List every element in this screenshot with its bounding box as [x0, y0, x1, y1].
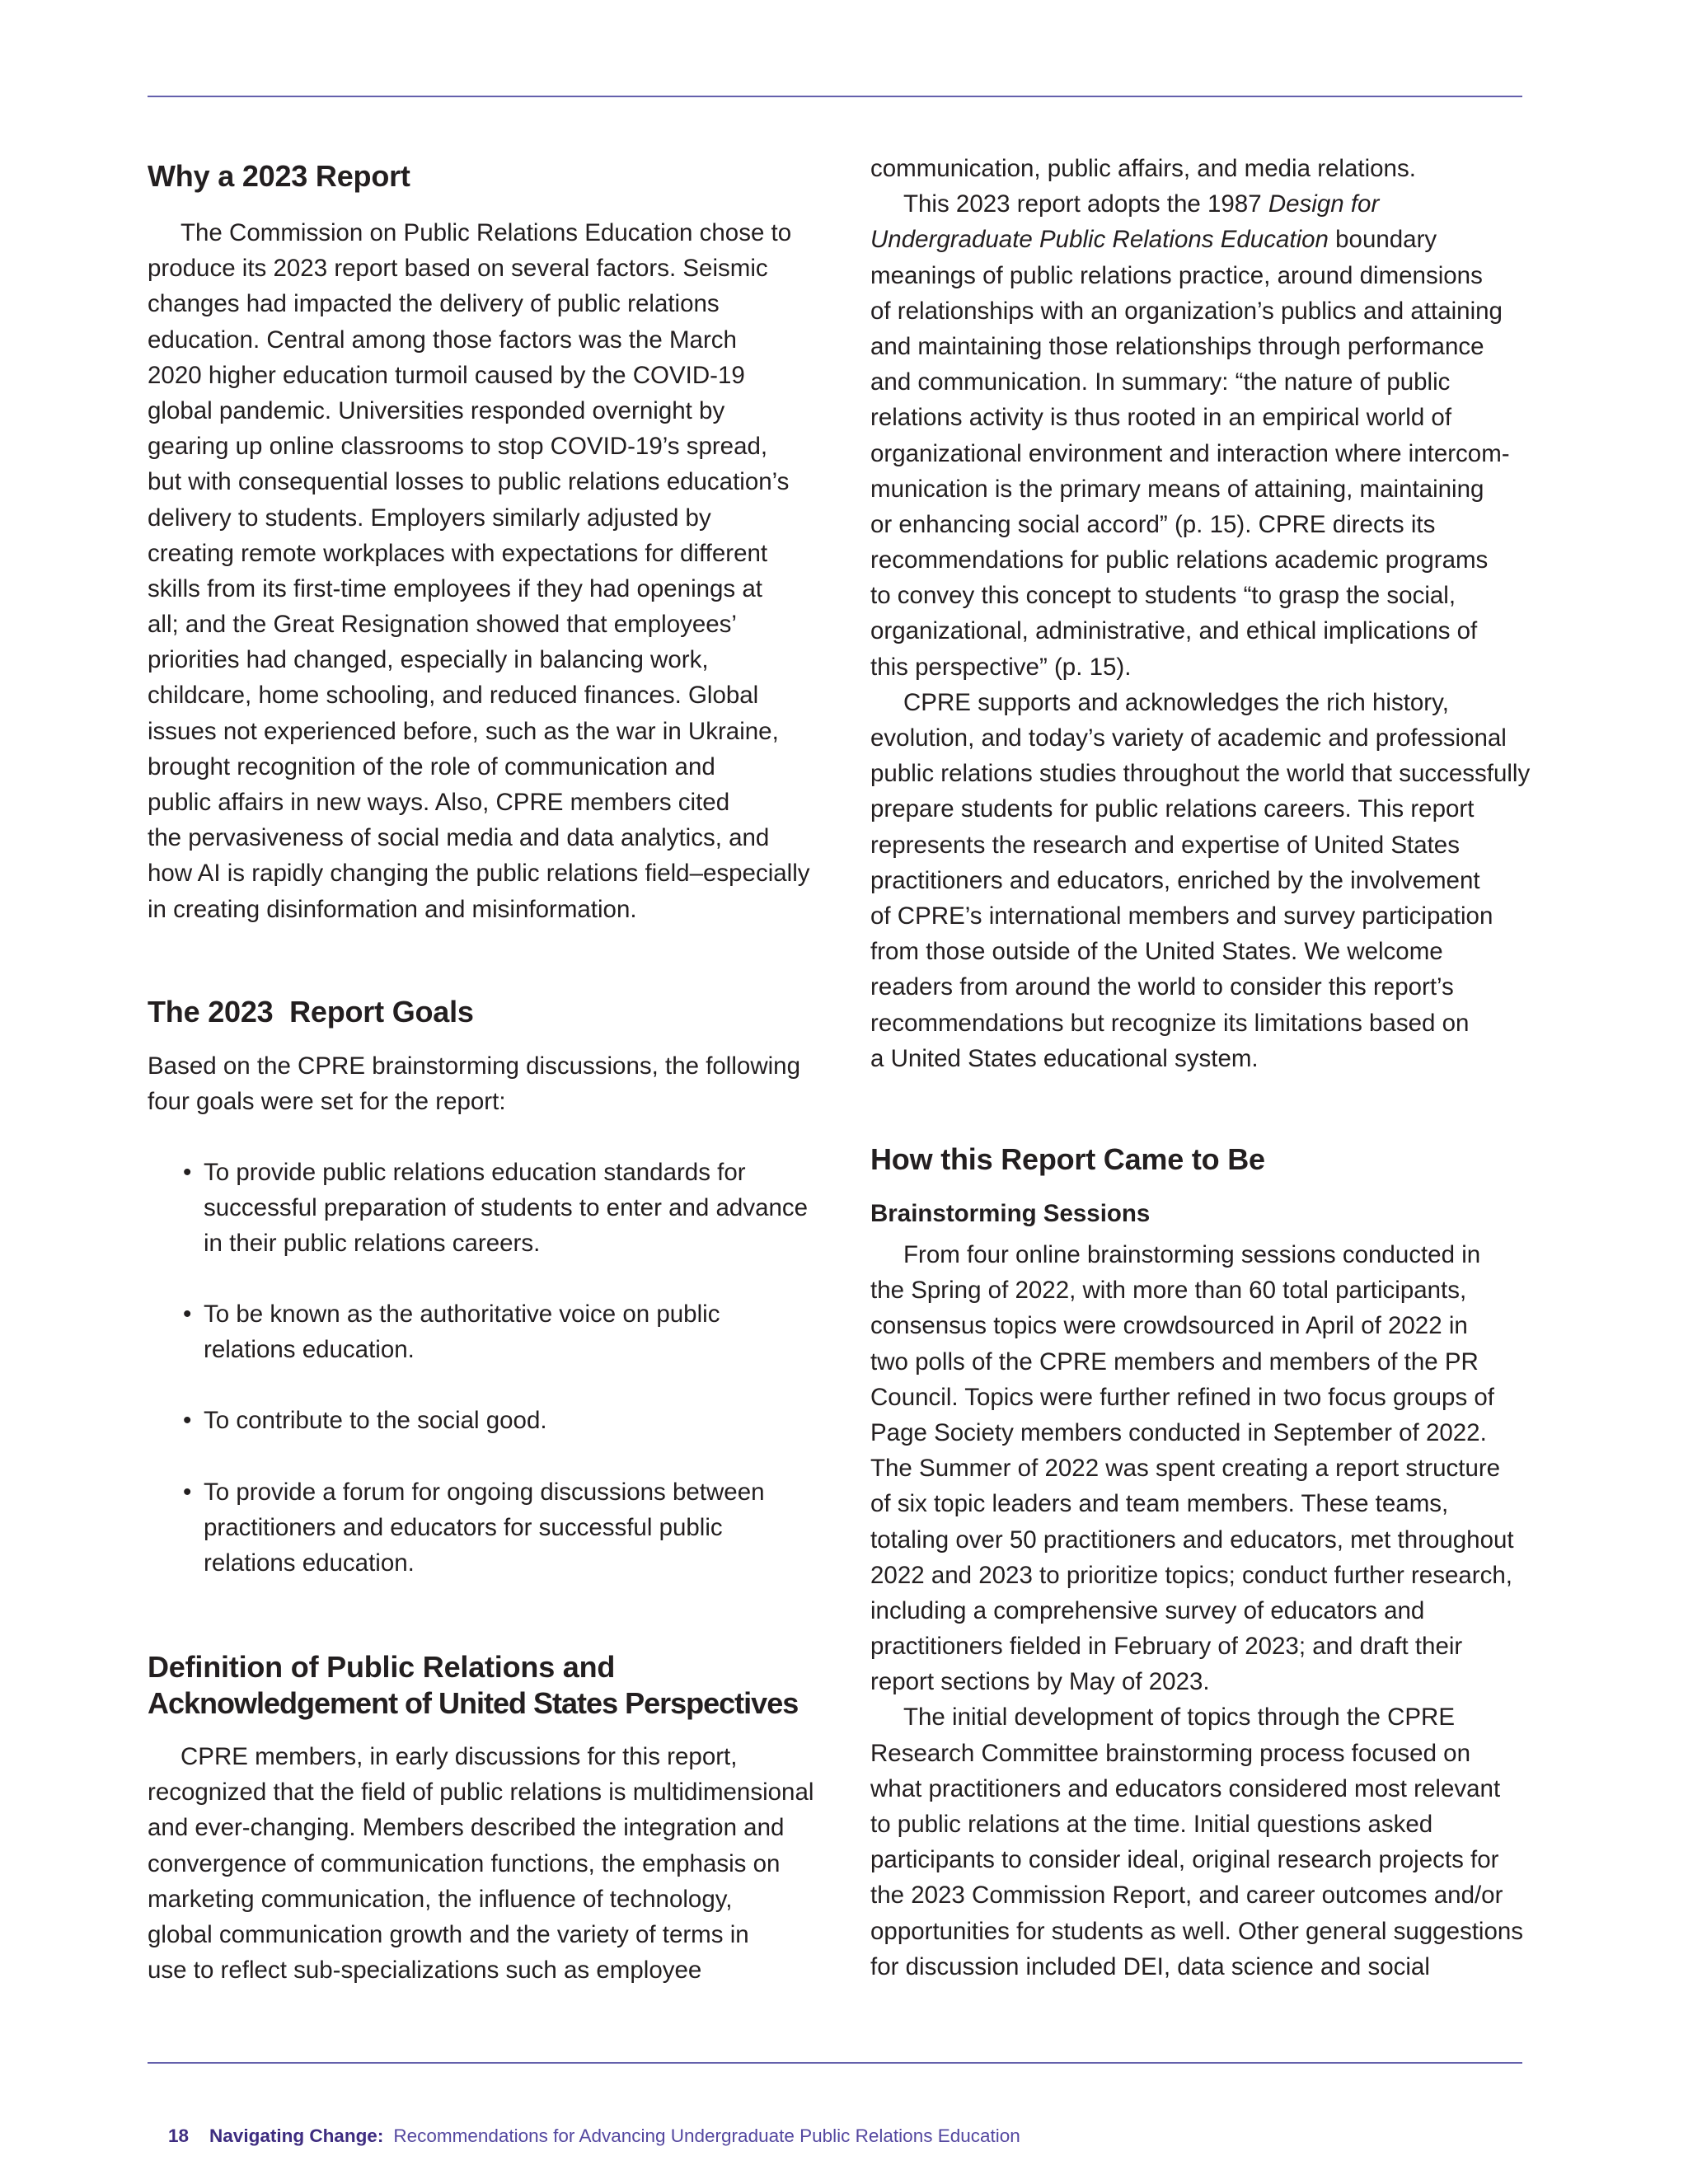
section-heading-how-report-came-to-be: How this Report Came to Be: [870, 1142, 1265, 1176]
page-footer: [148, 2097, 1020, 2176]
goal-text: [204, 1403, 814, 1438]
text-line: convergence of communication functions, the emphasis on: [148, 1849, 781, 1877]
text-line: To contribute to the social good.: [204, 1407, 547, 1434]
paragraph-cpre-support: [870, 685, 1563, 1076]
text-line: communication, public affairs, and media relations.: [870, 155, 1416, 182]
publication-subtitle: Recommendations for Advancing Undergraduate Public Relations Education: [393, 2125, 1020, 2146]
text-line: The Commission on Public Relations Education chose to: [181, 219, 792, 246]
text-line: global communication growth and the variety of terms in: [148, 1920, 749, 1948]
text-line: To provide public relations education standards for: [204, 1159, 746, 1186]
text-line: four goals were set for the report:: [148, 1088, 506, 1116]
text-line: Based on the CPRE brainstorming discussions, the following: [148, 1052, 800, 1080]
text-line: a United States educational system.: [870, 1044, 1259, 1072]
text-line: delivery to students. Employers similarly adjusted by: [148, 504, 711, 532]
text-line: gearing up online classrooms to stop COVID-19’s spread,: [148, 433, 768, 461]
text-line: 2020 higher education turmoil caused by the COVID-19: [148, 361, 745, 389]
text-line: from those outside of the United States. We welcome: [870, 938, 1443, 966]
text-line: organizational, administrative, and ethical implications of: [870, 617, 1478, 645]
text-line: or enhancing social accord” (p. 15). CPRE directs its: [870, 510, 1436, 538]
bullet-icon: •: [183, 1479, 192, 1506]
text-line: practitioners and educators for successful public: [204, 1514, 723, 1542]
text-line: the Spring of 2022, with more than 60 total participants,: [870, 1277, 1467, 1305]
bullet-icon: •: [183, 1159, 192, 1186]
text-line: CPRE members, in early discussions for this report,: [181, 1743, 738, 1770]
text-line: and ever-changing. Members described the integration and: [148, 1814, 785, 1842]
text-line: including a comprehensive survey of educators and: [870, 1596, 1425, 1624]
text-line: relations education.: [204, 1336, 415, 1364]
footer-rule: [148, 2062, 1522, 2064]
text-line: munication is the primary means of attaining, maintaining: [870, 475, 1484, 503]
text-line: [870, 222, 1563, 257]
text-line: The initial development of topics through the CPRE: [903, 1704, 1456, 1732]
text-line: To be known as the authoritative voice on public: [204, 1301, 720, 1328]
text-line: priorities had changed, especially in balancing work,: [148, 646, 709, 674]
text-line: Page Society members conducted in September of 2022.: [870, 1418, 1487, 1446]
text-line: prepare students for public relations careers. This report: [870, 795, 1475, 823]
paragraph-goals-intro: [148, 1048, 823, 1119]
paragraph-design-definition: [870, 186, 1563, 685]
text-run: boundary: [1328, 226, 1437, 254]
text-line: use to reflect sub-specializations such as employee: [148, 1957, 702, 1985]
text-line: relations education.: [204, 1549, 415, 1577]
goal-text: [204, 1155, 814, 1262]
text-line: organizational environment and interaction where intercom-: [870, 439, 1510, 467]
italic-title: Design for: [1268, 190, 1380, 218]
text-line: 2022 and 2023 to prioritize topics; conduct further research,: [870, 1561, 1512, 1589]
goal-text: [204, 1474, 814, 1582]
paragraph-definition: [148, 1739, 823, 1988]
text-line: recommendations for public relations academic programs: [870, 546, 1489, 574]
text-line: childcare, home schooling, and reduced finances. Global: [148, 682, 759, 710]
italic-title: Undergraduate Public Relations Education: [870, 226, 1329, 254]
text-line: how AI is rapidly changing the public relations field–especially: [148, 860, 810, 888]
text-line: meanings of public relations practice, around dimensions: [870, 261, 1483, 289]
text-line: of six topic leaders and team members. These teams,: [870, 1490, 1449, 1518]
text-line: successful preparation of students to enter and advance: [204, 1194, 809, 1222]
text-line: Acknowledgement of United States Perspectives: [148, 1685, 799, 1720]
text-line: issues not experienced before, such as the war in Ukraine,: [148, 717, 779, 745]
page-number: 18: [168, 2125, 190, 2146]
text-line: Council. Topics were further refined in two focus groups of: [870, 1383, 1495, 1411]
text-line: two polls of the CPRE members and members of the PR: [870, 1347, 1479, 1376]
text-line: Research Committee brainstorming process focused on: [870, 1739, 1470, 1767]
bullet-icon: •: [183, 1301, 192, 1328]
text-line: marketing communication, the influence of technology,: [148, 1885, 733, 1913]
right-column-upper: [870, 151, 1563, 1076]
text-line: [870, 186, 1563, 222]
text-line: brought recognition of the role of communication and: [148, 752, 715, 780]
bullet-icon: •: [183, 1407, 192, 1434]
text-run: This 2023 report adopts the 1987: [903, 190, 1268, 218]
section-heading-definition: [148, 1649, 823, 1721]
section-heading-report-goals: The 2023 Report Goals: [148, 995, 474, 1029]
text-line: skills from its first-time employees if they had openings at: [148, 574, 762, 602]
text-line: the pervasiveness of social media and data analytics, and: [148, 824, 770, 852]
right-column-lower: [870, 1237, 1563, 1985]
text-line: and maintaining those relationships through performance: [870, 332, 1484, 360]
text-line: represents the research and expertise of United States: [870, 831, 1460, 859]
text-line: consensus topics were crowdsourced in April of 2022 in: [870, 1312, 1468, 1340]
text-line: report sections by May of 2023.: [870, 1668, 1210, 1696]
text-line: produce its 2023 report based on several factors. Seismic: [148, 255, 768, 283]
paragraph-continuation: [870, 151, 1563, 186]
text-line: The Summer of 2022 was spent creating a report structure: [870, 1455, 1501, 1483]
subheading-brainstorming-sessions: Brainstorming Sessions: [870, 1200, 1151, 1227]
text-line: in their public relations careers.: [204, 1230, 541, 1258]
text-line: all; and the Great Resignation showed that employees’: [148, 611, 737, 639]
text-line: practitioners fielded in February of 2023; and draft their: [870, 1633, 1463, 1661]
paragraph-why-2023-report: [148, 215, 823, 927]
text-line: opportunities for students as well. Other general suggestions: [870, 1917, 1524, 1945]
text-line: participants to consider ideal, original research projects for: [870, 1846, 1499, 1874]
top-rule: [148, 96, 1522, 97]
text-line: public relations studies throughout the world that successfully: [870, 760, 1531, 788]
text-line: the 2023 Commission Report, and career outcomes and/or: [870, 1882, 1503, 1910]
text-line: evolution, and today’s variety of academic and professional: [870, 724, 1507, 752]
text-line: recognized that the field of public relations is multidimensional: [148, 1779, 814, 1807]
text-line: To provide a forum for ongoing discussions between: [204, 1479, 765, 1506]
text-line: readers from around the world to consider this report’s: [870, 973, 1454, 1001]
text-line: CPRE supports and acknowledges the rich history,: [903, 688, 1449, 716]
text-line: of CPRE’s international members and survey participation: [870, 902, 1493, 930]
text-line: what practitioners and educators considered most relevant: [870, 1774, 1501, 1802]
section-heading-why-2023-report: Why a 2023 Report: [148, 159, 410, 193]
paragraph-initial-development: [870, 1699, 1563, 1985]
text-line: in creating disinformation and misinformation.: [148, 895, 637, 923]
publication-title: Navigating Change:: [209, 2125, 384, 2146]
text-line: changes had impacted the delivery of public relations: [148, 290, 720, 318]
text-line: education. Central among those factors was the March: [148, 326, 737, 354]
text-line: to convey this concept to students “to grasp the social,: [870, 582, 1456, 610]
text-line: public affairs in new ways. Also, CPRE members cited: [148, 789, 730, 816]
text-line: totaling over 50 practitioners and educators, met throughout: [870, 1526, 1514, 1554]
paragraph-brainstorming-sessions: [870, 1237, 1563, 1699]
text-line: for discussion included DEI, data science and social: [870, 1952, 1430, 1980]
text-line: creating remote workplaces with expectations for different: [148, 539, 768, 567]
text-line: this perspective” (p. 15).: [870, 653, 1132, 681]
text-line: of relationships with an organization’s publics and attaining: [870, 297, 1503, 325]
text-line: recommendations but recognize its limitations based on: [870, 1009, 1470, 1037]
text-line: and communication. In summary: “the nature of public: [870, 368, 1451, 396]
text-line: relations activity is thus rooted in an empirical world of: [870, 404, 1452, 432]
goal-text: [204, 1296, 814, 1367]
text-line: to public relations at the time. Initial questions asked: [870, 1811, 1433, 1838]
text-line: From four online brainstorming sessions conducted in: [903, 1241, 1481, 1268]
text-line: practitioners and educators, enriched by the involvement: [870, 866, 1480, 894]
text-line: Definition of Public Relations and: [148, 1650, 616, 1684]
text-line: but with consequential losses to public relations education’s: [148, 468, 790, 496]
text-line: global pandemic. Universities responded overnight by: [148, 396, 725, 424]
